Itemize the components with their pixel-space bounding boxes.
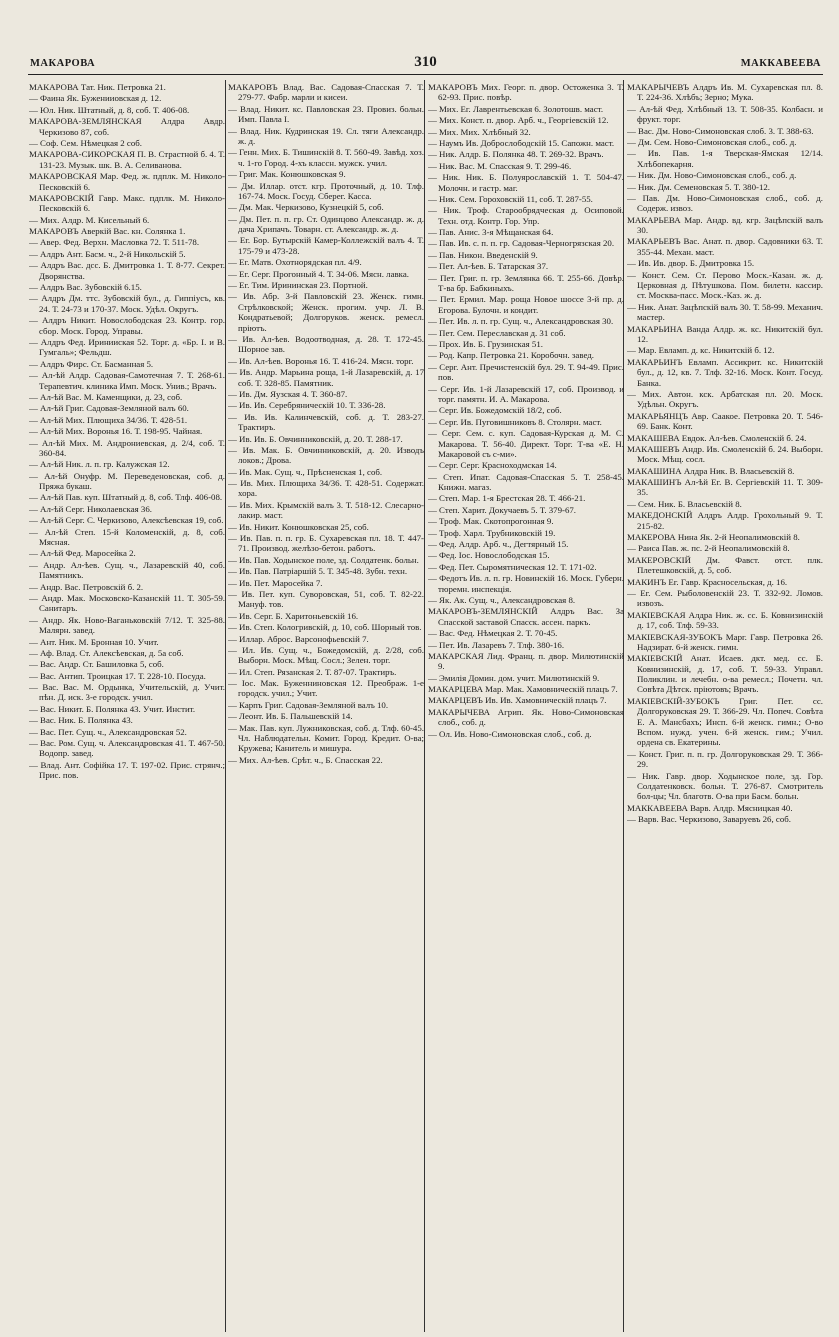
directory-entry: — Алдръ Фед. Иринииская 52. Торг. д. «Бр. І. и В. Гумгаль»; Фельдш.: [29, 336, 225, 358]
directory-entry: — Ег. Матв. Охотнорядская пл. 4/9.: [228, 257, 362, 268]
directory-entry: — Пет. Григ. п. гр. Землянка 66. Т. 255-66. Довѣр. Т-ва бр. Бабкиныхъ.: [428, 272, 624, 294]
directory-entry: — Вас. Пет. Сущ. ч., Александровская 52.: [29, 726, 187, 737]
directory-entry: — Серг. Ив. 1-й Лазаревскій 17, соб. Производ. и торг. памятн. И. А. Макарова.: [428, 383, 624, 404]
directory-entry: — Ив. Никит. Конюшковская 25, соб.: [228, 521, 369, 532]
directory-entry: — Мак. Пав. куп. Лужниковская, соб. д. Тлф. 60-45. Чл. Наблюдательн. Комит. Город. Кредит. О-ва; Кружева; Канитель и мишура.: [228, 722, 424, 754]
directory-entry: — Андр. Ал-ѣев. Сущ. ч., Лазаревскій 40, соб. Памятникъ.: [29, 559, 225, 581]
directory-entry: — Вас. Ник. Б. Полянка 43.: [29, 715, 133, 726]
directory-entry: — Ег. Сем. Рыболовенскій 23. Т. 332-92. Ломов. извозъ.: [627, 587, 823, 609]
directory-entry: — Ал-ѣй Пав. куп. Штатный д. 8, соб. Тлф. 406-08.: [29, 492, 223, 503]
directory-entry: МАКАРЬИНЪ Евламп. Ассикрит. кс. Никитскій бул., д. 12, кв. 7. Тлф. 32-16. Моск. Конт. Госуд. Банка.: [627, 356, 823, 388]
directory-entry: — Юл. Ник. Штатный, д. 8, соб. Т. 406-08.: [29, 104, 190, 115]
directory-entry: МАКАРОВА-СИКОРСКАЯ П. В. Страстной б. 4. Т. 131-23. Музык. шк. В. А. Селивановa.: [29, 149, 225, 170]
directory-entry: — Алдръ Фирс. Ст. Басманная 5.: [29, 358, 154, 369]
directory-entry: — Влад. Ант. Софійка 17. Т. 197-02. Прис. стрянч.; Прис. пов.: [29, 759, 225, 781]
directory-entry: — Вас. Ром. Сущ. ч. Александровская 41. Т. 467-50. Водопр. завед.: [29, 738, 225, 759]
directory-entry: — Ив. Пав. Ходынское поле, зд. Солдатенк. больн.: [228, 554, 419, 565]
directory-entry: — Ал-ѣй Онуфр. М. Переведеновская, соб. д. Пряжа букаш.: [29, 470, 225, 492]
column-3: [428, 82, 624, 1330]
directory-entry: — Серг. Ив. Пуговишниковъ 8. Столярн. маст.: [428, 416, 602, 427]
directory-entry: МАКАРОВЪ Влад. Вас. Садовая-Спасская 7. Т. 279-77. Фабр. марли и кисеи.: [228, 82, 424, 103]
directory-entry: — Карпъ Григ. Садовая-Земляной валъ 10.: [228, 699, 389, 710]
directory-entry: МАКАРОВА Тат. Ник. Петровка 21.: [29, 82, 166, 92]
directory-entry: — Варв. Вас. Черкизово, Заваруевъ 26, соб.: [627, 814, 791, 825]
directory-entry: — Андр. Як. Ново-Ваганьковскій 7/12. Т. 325-88. Малярн. завед.: [29, 614, 225, 636]
directory-entry: МАКАРЫЧЕВЪ Алдръ Ив. М. Сухаревская пл. 8. Т. 224-36. Хлѣбъ; Зерно; Мука.: [627, 82, 823, 103]
directory-entry: — Федотъ Ив. л. п. гр. Новинскій 16. Моск. Губерн. тюремн. инспекція.: [428, 573, 624, 594]
directory-entry: — Ал-ѣй Серг. Николаевская 36.: [29, 503, 152, 514]
header-rule: [28, 74, 823, 75]
directory-entry: — Іос. Мак. Буженниновская 12. Преображ. 1-е городск. учил.; Учит.: [228, 678, 424, 699]
directory-entry: — Авер. Фед. Верхн. Масловка 72. Т. 511-78.: [29, 237, 200, 248]
directory-entry: — Пав. Анис. 3-я Мѣщанская 64.: [428, 227, 554, 238]
directory-entry: — Ал-ѣй Мих. Воронья 16. Т. 198-95. Чайная.: [29, 426, 203, 437]
directory-entry: МАКАРСКАЯ Лид. Франц. п. двор. Милютинскій 9.: [428, 650, 624, 672]
directory-entry: — Ал-ѣй Ник. л. п. гр. Калужская 12.: [29, 459, 170, 470]
directory-entry: — Ал-ѣй Фед. Хлѣбный 13. Т. 508-35. Колбасн. и фрукт. торг.: [627, 103, 823, 125]
directory-entry: — Серг. Сем. с. куп. Садовая-Курская д. М. С. Макарова. Т. 56-40. Директ. Торг. Т-ва «Е. Н. Макаровой съ с-ми».: [428, 428, 624, 459]
directory-entry: МАКІЕВСКАЯ-ЗУБОКЪ Марг. Гавр. Петровка 26. Надзират. 6-й женск. гимн.: [627, 631, 823, 652]
directory-entry: — Ег. Тим. Ирининская 23. Портной.: [228, 280, 368, 291]
directory-entry: — Иллар. Аброс. Варсонофьевскій 7.: [228, 633, 369, 644]
directory-entry: — Ник. Дм. Семеновская 5. Т. 380-12.: [627, 181, 771, 192]
directory-entry: МАКАРЦЕВЪ Ив. Ив. Хамовническій плацъ 7.: [428, 695, 607, 706]
directory-entry: — Серг. Ант. Пречистенскій бул. 29. Т. 94-49. Прис. пов.: [428, 361, 624, 383]
directory-entry: — Мар. Евламп. д. кс. Никитскій б. 12.: [627, 345, 775, 356]
directory-entry: — Степ. Мар. 1-я Брестская 28. Т. 466-21.: [428, 493, 586, 504]
directory-entry: — Як. Ак. Сущ. ч., Александровская 8.: [428, 594, 576, 605]
directory-entry: — Конст. Сем. Ст. Перово Моск.-Казан. ж. д. Церковная д. Пѣтушкова. Пом. билетн. кассир. ст. Москва-пасс. Моск.-Каз. ж. д.: [627, 269, 823, 301]
directory-entry: МАКАРЬЕВЪ Вас. Анат. п. двор. Садовники 63. Т. 355-44. Механ. маст.: [627, 236, 823, 257]
directory-entry: — Род. Капр. Петровка 21. Коробочн. завед.: [428, 350, 594, 361]
directory-entry: — Ник. Гавр. двор. Ходынское поле, зд. Гор. Солдатенковск. больн. Т. 276-87. Смотритель бол-цы; Чл. благотв. О-ва при Басм. больн.: [627, 770, 823, 802]
directory-entry: — Ив. Ив. Б. Овчинниковскій, д. 20. Т. 288-17.: [228, 433, 403, 444]
directory-entry: — Ник. Алдр. Б. Полянка 48. Т. 269-32. Врачъ.: [428, 149, 604, 160]
directory-entry: — Пав. Никон. Введенскій 9.: [428, 249, 538, 260]
directory-entry: — Серг. Ив. Божедомскій 18/2, соб.: [428, 405, 562, 416]
page-number: 310: [414, 54, 437, 70]
directory-entry: — Фед. Іос. Новослободская 15.: [428, 550, 550, 561]
directory-entry: МАКЕРОВСКІЙ Дм. Фавст. отст. плк. Плетешковскій, д. 5, соб.: [627, 554, 823, 576]
directory-entry: — Алдръ Вас. Зубовскій 6.15.: [29, 282, 142, 293]
directory-entry: — Серг. Серг. Красноходмская 14.: [428, 460, 557, 471]
directory-entry: — Пет. Ив. Лазаревъ 7. Тлф. 380-16.: [428, 639, 565, 650]
directory-entry: — Пет. Ив. л. п. гр. Сущ. ч., Александровская 30.: [428, 316, 614, 327]
directory-entry: — Ник. Троф. Старообрядческая д. Осиповой. Техн. отд. Контр. Гор. Упр.: [428, 205, 624, 226]
directory-entry: — Леонт. Ив. Б. Пальшевскій 14.: [228, 711, 353, 722]
column-4: [627, 82, 823, 1330]
directory-entry: МАКАРОВЪ Мих. Георг. п. двор. Остоженка 3. Т. 62-93. Прис. повѣр.: [428, 82, 624, 103]
directory-entry: МАКІЕВСКАЯ Алдра Ник. ж. сс. Б. Ковнизинскій д. 17, соб. Тлф. 59-33.: [627, 609, 823, 631]
directory-entry: — Пет. Сем. Переславская д. 31 соб.: [428, 327, 566, 338]
directory-entry: МАКАРОВЪ Аверкій Вас. кн. Солянка 1.: [29, 226, 186, 237]
directory-entry: — Ник. Дм. Ново-Симоновская слоб., соб. д.: [627, 170, 797, 181]
directory-entry: — Мих. Конст. п. двор. Арб. ч., Георгіевскій 12.: [428, 115, 609, 126]
directory-entry: — Ег. Серг. Прогонный 4. Т. 34-06. Мясн. лавка.: [228, 268, 409, 279]
page-header: [30, 54, 821, 76]
directory-entry: — Ив. Пет. куп. Суворовская, 51, соб. Т. 82-22. Мануф. тов.: [228, 588, 424, 610]
directory-entry: — Ал-ѣй Григ. Садовая-Земляной валъ 60.: [29, 403, 189, 414]
header-right-keyword: МАККАВЕЕВА: [740, 58, 821, 69]
directory-entry: — Вас. Дм. Ново-Симоновская слоб. 3. Т. 388-63.: [627, 125, 814, 136]
directory-entry: — Алдръ Дм. ттс. Зубовскій бул., д. Гиппіусъ, кв. 24. Т. 24-73 и 170-37. Моск. Удѣл. Округъ.: [29, 293, 225, 314]
directory-entry: — Наумъ Ив. Доброслободскій 15. Сапожн. маст.: [428, 137, 615, 148]
directory-entry: — Ал-ѣй Фед. Маросейка 2.: [29, 548, 136, 559]
directory-entry: — Троф. Мак. Скотопрогонная 9.: [428, 516, 554, 527]
directory-entry: — Фед. Алдр. Арб. ч., Дегтярный 15.: [428, 539, 569, 550]
directory-entry: — Ив. Степ. Кологривскій, д. 10, соб. Шорный тов.: [228, 622, 422, 633]
directory-entry: — Ив. Ал-ѣев. Водоотводная, д. 28. Т. 172-45. Шорное зав.: [228, 333, 424, 355]
directory-entry: МАКАРОВА-ЗЕМЛЯНСКАЯ Алдра Авдр. Черкизово 87, соб.: [29, 116, 225, 137]
header-left-keyword: МАКАРОВА: [30, 58, 96, 69]
directory-entry: — Вас. Фед. Нѣмецкая 2. Т. 70-45.: [428, 628, 558, 639]
directory-entry: — Григ. Мак. Конюшковская 9.: [228, 169, 346, 180]
directory-entry: МАКАРЫЧЕВА Агрип. Як. Ново-Симоновская слоб., соб. д.: [428, 706, 624, 728]
directory-entry: — Мих. Алдр. М. Кисельный 6.: [29, 214, 150, 225]
directory-entry: — Ив. Пав. п. п. гр. Б. Сухаревская пл. 18. Т. 447-71. Производ. желѣзо-бетон. работъ.: [228, 533, 424, 554]
directory-entry: — Ал-ѣй Серг. С. Черкизово, Алексѣевская 19, соб.: [29, 515, 224, 526]
directory-entry: — Пав. Ив. с. п. п. гр. Садовая-Черногрязская 20.: [428, 238, 615, 249]
directory-entry: — Алдръ Никит. Новослободская 23. Контр. гор. сбор. Моск. Город. Управы.: [29, 315, 225, 336]
directory-entry: — Ил. Степ. Рязанская 2. Т. 87-07. Трактиръ.: [228, 666, 397, 677]
directory-entry: — Ант. Ник. М. Бронная 10. Учит.: [29, 636, 159, 647]
directory-entry: — Пав. Дм. Ново-Симоновская слоб., соб. д. Содерж. извоз.: [627, 192, 823, 214]
directory-entry: — Андр. Мак. Московско-Казанскій 11. Т. 305-59. Санитаръ.: [29, 592, 225, 614]
directory-entry: — Соф. Сем. Нѣмецкая 2 соб.: [29, 137, 142, 148]
directory-entry: — Степ. Харит. Докучаевъ 5. Т. 379-67.: [428, 504, 577, 515]
directory-entry: МАККАВЕЕВА Варв. Алдр. Мясницкая 40.: [627, 802, 793, 813]
directory-entry: — Ив. Мак. Сущ. ч., Прѣсненская 1, соб.: [228, 466, 383, 477]
directory-entry: МАКАШИНА Алдра Ник. В. Власьевскій 8.: [627, 465, 795, 476]
directory-entry: — Ив. Дм. Яузская 4. Т. 360-87.: [228, 388, 348, 399]
directory-entry: — Мих. Ег. Лаврентьевская 6. Золотошв. маст.: [428, 103, 604, 114]
directory-entry: — Сем. Ник. Б. Власьевскій 8.: [627, 498, 742, 509]
directory-entry: — Фед. Пет. Сыромятническая 12. Т. 171-02.: [428, 561, 597, 572]
directory-entry: МАКАШЕВА Евдок. Ал-ѣев. Смоленскій б. 24.: [627, 432, 807, 443]
directory-entry: — Ив. Ив. двор. Б. Дмитровка 15.: [627, 258, 755, 269]
directory-entry: — Дм. Иллар. отст. кгр. Проточный, д. 10. Тлф. 167-74. Моск. Госуд. Сберег. Касса.: [228, 180, 424, 201]
directory-entry: МАКАРЬЯНЦЪ Авр. Саакое. Петровка 20. Т. 546-69. Банк. Конт.: [627, 410, 823, 432]
directory-entry: — Ив. Мих. Крымскій валъ 3. Т. 518-12. Слесарно-лакир. маст.: [228, 499, 424, 521]
directory-entry: — Конст. Григ. п. п. гр. Долгоруковская 29. Т. 366-29.: [627, 748, 823, 770]
directory-entry: МАКАШИНЪ Ал-ѣй Ег. В. Сергіевскій 11. Т. 309-35.: [627, 477, 823, 498]
directory-entry: МАКАРЬИНА Ванда Алдр. ж. кс. Никитскій бул. 12.: [627, 323, 823, 344]
directory-entry: — Генн. Мих. Б. Тишинскій 8. Т. 560-49. Завѣд. хоз. ч. 1-го Город. 4-хъ классн. мужск. учил.: [228, 147, 424, 168]
directory-entry: — Ив. Мих. Плющиха 34/36. Т. 428-51. Содержат. хора.: [228, 478, 424, 499]
directory-entry: — Дм. Мак. Черкизово, Кузнецкій 5, соб.: [228, 202, 384, 213]
directory-entry: — Ив. Андр. Марьина роща, 1-й Лазаревскій, д. 17 соб. Т. 328-85. Памятник.: [228, 367, 424, 388]
directory-entry: — Вас. Никит. Б. Полянка 43. Учит. Инстит.: [29, 703, 196, 714]
column-1: [29, 82, 225, 1330]
directory-entry: — Ник. Анат. Зацѣпскій валъ 30. Т. 58-99. Механич. мастер.: [627, 301, 823, 323]
directory-entry: — Ив. Ив. Калинчевскій, соб. д. Т. 283-27. Трактиръ.: [228, 411, 424, 433]
directory-entry: — Эмилія Домин. дом. учит. Милютинскій 9.: [428, 672, 600, 683]
directory-entry: — Алдръ Вас. дсс. Б. Дмитровка 1. Т. 8-77. Секрет. Дворянства.: [29, 260, 225, 281]
directory-entry: — Пет. Ал-ѣев. Б. Татарская 37.: [428, 261, 549, 272]
directory-entry: — Дм. Сем. Ново-Симоновская слоб., соб. д.: [627, 136, 797, 147]
directory-entry: — Вас. Антип. Троицкая 17. Т. 228-10. Посуда.: [29, 670, 206, 681]
directory-entry: — Троф. Харл. Трубниковскій 19.: [428, 527, 556, 538]
directory-entry: — Ал-ѣй Мих. М. Андрониевская, д. 2/4, соб. Т. 360-84.: [29, 437, 225, 458]
directory-entry: — Ал-ѣй Степ. 15-й Коломенскій, д. 8, соб. Мясная.: [29, 526, 225, 548]
directory-entry: МАКЕДОНСКІЙ Алдръ Алдр. Грохольный 9. Т. 215-82.: [627, 510, 823, 531]
directory-entry: — Мих. Мих. Хлѣбный 32.: [428, 126, 531, 137]
directory-entry: — Ив. Пет. Маросейка 7.: [228, 577, 323, 588]
directory-entry: — Прох. Ив. Б. Грузинская 51.: [428, 338, 543, 349]
directory-entry: — Вас. Вас. М. Ордынка, Учительскій, д. Учит. пѣн. Д. иск. 3-е городск. учил.: [29, 682, 225, 703]
directory-entry: — Ол. Ив. Ново-Симоновская слоб., соб. д.: [428, 728, 592, 739]
directory-entry: — Ник. Сем. Гороховскій 11, соб. Т. 287-55.: [428, 193, 593, 204]
directory-entry: МАКАРЬЕВА Мар. Андр. вд. кгр. Зацѣпскій валъ 30.: [627, 214, 823, 236]
directory-entry: — Мих. Автон. кск. Арбатская пл. 20. Моск. Удѣльн. Округъ.: [627, 388, 823, 410]
directory-entry: — Степ. Ипат. Садовая-Спасская 5. Т. 258-45. Книжн. магаз.: [428, 471, 624, 493]
directory-entry: МАКІЕВСКІЙ-ЗУБОКЪ Григ. Пет. сс. Долгоруковская 29. Т. 366-29. Чл. Попеч. Совѣта Е. А. Мансбахъ; Инсп. 6-й женск. гимн.; О-во Вспом. нужд. учен. 6-й женск. гим.; Учил. ордена св. Екатерины.: [627, 695, 823, 748]
directory-entry: МАКАРОВСКАЯ Мар. Фед. ж. пдплк. М. Николо-Песковскій 6.: [29, 171, 225, 192]
directory-entry: — Раиса Пав. ж. пс. 2-й Неопалимовскій 8.: [627, 543, 790, 554]
directory-entry: — Ег. Бор. Бутырскій Камер-Коллежскій валъ 4. Т. 175-79 и 473-28.: [228, 235, 424, 256]
directory-entry: МАКІЕВСКІЙ Анат. Исаев. дкт. мед. сс. Б. Ковнизинскій, д. 17, соб. Т. 59-33. Управл. Поликлин. и лечебн. о-ва ремесл.; Почетн. чл. Совѣта Дѣтск. пріютовъ; Врачъ.: [627, 653, 823, 695]
column-2: [228, 82, 424, 1330]
directory-entry: — Ив. Пав. Патріаршій 5. Т. 345-48. Зубн. техн.: [228, 566, 408, 577]
directory-entry: МАКЕРОВА Нина Як. 2-й Неопалимовскій 8.: [627, 532, 800, 543]
directory-entry: — Влад. Никит. кс. Павловская 23. Провиз. больн. Имп. Павла І.: [228, 103, 424, 125]
directory-entry: — Пет. Ермил. Мар. роща Новое шоссе 3-й пр. д. Егорова. Булочн. и кондит.: [428, 294, 624, 315]
column-divider: [225, 80, 226, 1332]
directory-entry: — Алдръ Ант. Басм. ч., 2-й Никольскій 5.: [29, 248, 186, 259]
directory-entry: — Ив. Серг. Б. Харитоньевскій 16.: [228, 610, 359, 621]
directory-entry: — Ил. Ив. Сущ. ч., Божедомскій, д. 2/28, соб. Выборн. Моск. Мѣщ. Сосл.; Зелен. торг.: [228, 644, 424, 666]
directory-entry: — Фаина Як. Буженииовская д. 12.: [29, 93, 162, 104]
directory-entry: — Ал-ѣй Алдр. Садовая-Самотечная 7. Т. 268-61. Терапевтич. клиника Имп. Моск. Унив.; Врачъ.: [29, 370, 225, 391]
directory-entry: МАКАШЕВЪ Андр. Ив. Смоленскій б. 24. Выборн. Моск. Мѣщ. сосл.: [627, 443, 823, 465]
directory-entry: — Ив. Ал-ѣев. Воронья 16. Т. 416-24. Мясн. торг.: [228, 355, 414, 366]
directory-entry: — Ив. Мак. Б. Овчинниковскій, д. 20. Изводъ локов.; Дрова.: [228, 444, 424, 466]
directory-entry: — Ал-ѣй Мих. Плющиха 34/36. Т. 428-51.: [29, 414, 188, 425]
directory-entry: — Аф. Влад. Ст. Алексѣевская, д. 5а соб.: [29, 647, 184, 658]
directory-entry: МАКАРОВЪ-ЗЕМЛЯНСКІЙ Алдръ Вас. За Спасской заставой Спасск. ассен. паркъ.: [428, 606, 624, 627]
directory-entry: МАКИНЪ Ег. Гавр. Красносельская, д. 16.: [627, 576, 788, 587]
directory-entry: МАКАРОВСКІЙ Гавр. Макс. пдплк. М. Николо-Песковскій 6.: [29, 192, 225, 214]
directory-entry: — Мих. Ал-ѣев. Срѣт. ч., Б. Спасская 22.: [228, 754, 383, 765]
directory-entry: — Ник. Ник. Б. Полуярославскій 1. Т. 504-47. Молочн. и гастр. маг.: [428, 172, 624, 193]
column-divider: [424, 80, 425, 1332]
directory-entry: — Дм. Пет. п. п. гр. Ст. Одинцово Александр. ж. д. дача Хрипачъ. Товарн. ст. Александр. ж. д.: [228, 213, 424, 235]
directory-entry: — Ив. Абр. 3-й Павловскій 23. Женск. гимн. Стрѣлковской; Женск. прогим. учр. Л. В. Кондратьевой; Долгоруков. женск. ремесл. пріютъ.: [228, 291, 424, 333]
directory-entry: — Ив. Ив. Серебряническій 10. Т. 336-28.: [228, 400, 386, 411]
directory-entry: — Ал-ѣй Вас. М. Каменщики, д. 23, соб.: [29, 391, 183, 402]
directory-entry: — Ив. Пав. 1-я Тверская-Ямская 12/14. Хлѣбопекарня.: [627, 148, 823, 169]
directory-entry: МАКАРЦЕВА Мар. Мак. Хамовническій плацъ 7.: [428, 684, 618, 695]
directory-entry: — Влад. Ник. Кудринская 19. Сл. тяги Александр. ж. д.: [228, 125, 424, 146]
directory-entry: — Вас. Андр. Ст. Башиловка 5, соб.: [29, 659, 164, 670]
directory-entry: — Ник. Вас. М. Спасская 9. Т. 299-46.: [428, 160, 572, 171]
directory-entry: — Андр. Вас. Петровскій б. 2.: [29, 581, 144, 592]
